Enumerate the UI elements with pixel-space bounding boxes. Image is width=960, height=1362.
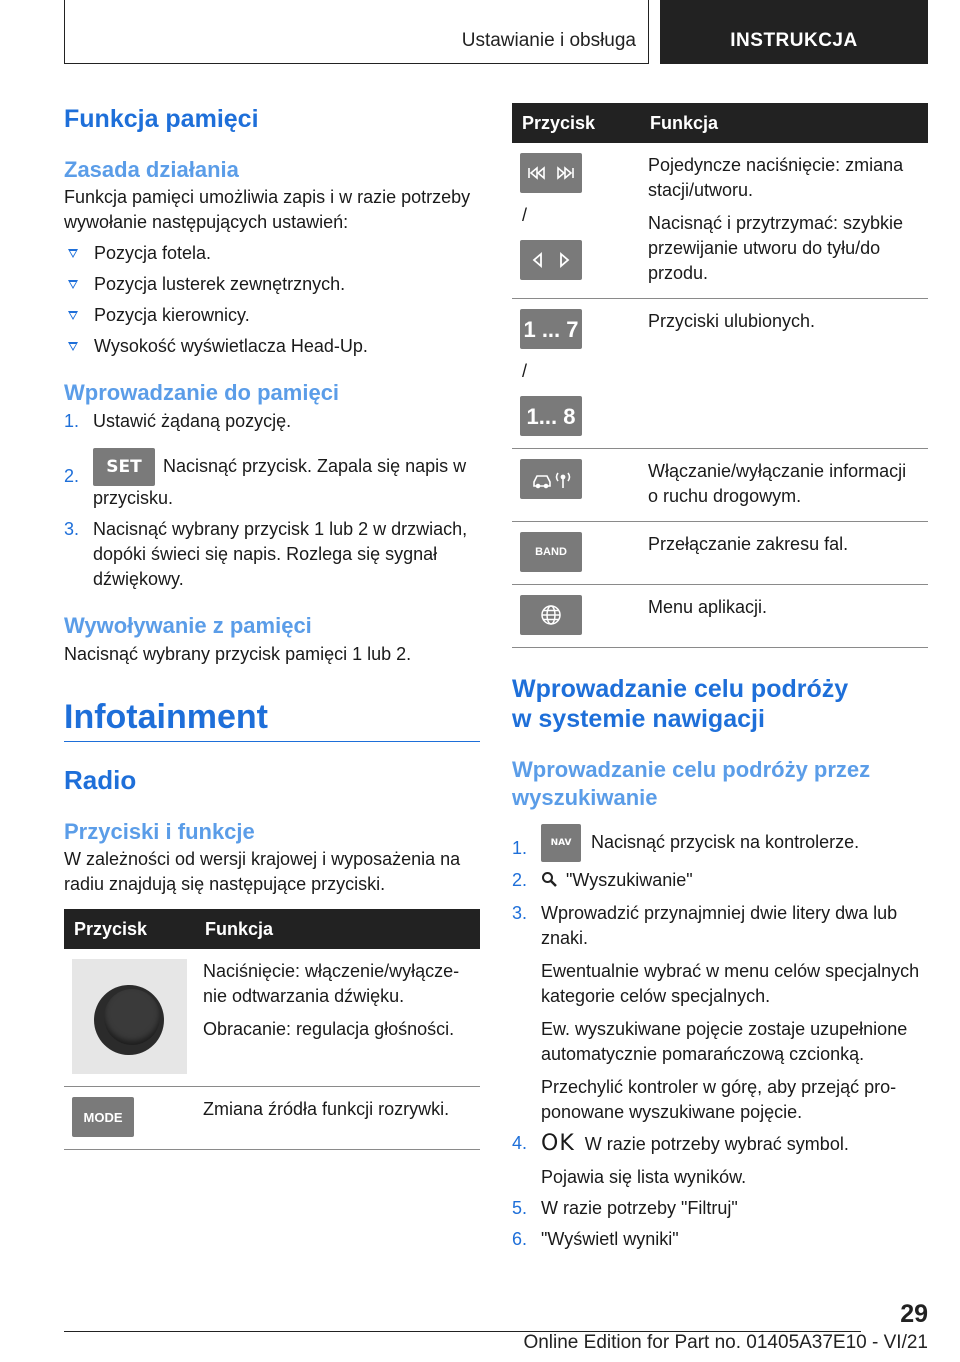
table-row: BAND Przełączanie zakresu fal. xyxy=(512,522,928,585)
list-item: Pozycja lusterek zewnętrznych. xyxy=(64,272,480,297)
triangle-bullet-icon xyxy=(68,249,78,258)
triangle-bullet-icon xyxy=(68,311,78,320)
radio-title: Radio xyxy=(64,765,137,795)
header-tag: INSTRUKCJA xyxy=(730,30,858,51)
column-header: Przycisk xyxy=(64,909,195,949)
list-item: 4. OK W razie potrzeby wybrać symbol. Pojawia się lista wyników. xyxy=(512,1131,849,1187)
table-header-row xyxy=(64,909,480,949)
volume-knob-icon xyxy=(72,959,187,1074)
list-item: Wysokość wyświetlacza Head-Up. xyxy=(64,334,480,359)
list-item: 2. "Wyszukiwanie" xyxy=(512,868,928,895)
list-item: 3. Wprowadzić przynajmniej dwie litery dwa lub znaki. Ewentualnie wybrać w menu celów specjalnych kategorie celów specjalnych. Ew. wyszukiwane pojęcie zostaje uzupełnione automatycznie pomarańczową czcionką. Przechylić kontroler w górę, aby przejąć proponowane wyszukiwane pojęcie. xyxy=(512,903,920,1122)
traffic-info-icon xyxy=(520,459,582,499)
list-item: 1. Ustawić żądaną pozycję. xyxy=(64,411,292,431)
table-row: MODE Zmiana źródła funkcji rozrywki. xyxy=(64,1087,480,1150)
apps-globe-icon xyxy=(520,595,582,635)
principle-text: Funkcja pamięci umożliwia zapis i w razie potrzeby wywołanie następujących ustawień: xyxy=(64,187,471,232)
memory-title: Funkcja pamięci xyxy=(64,105,259,133)
buttons-title: Przyciski i funkcje xyxy=(64,819,255,844)
list-item: 2. SET Nacisnąć przycisk. Zapala się napis w przycisku. xyxy=(64,448,480,511)
right-column xyxy=(512,103,928,1252)
radio-buttons-table xyxy=(64,909,480,1150)
favorites-1-8-icon: 1... 8 xyxy=(520,396,582,436)
favorites-1-7-icon: 1 ... 7 xyxy=(520,309,582,349)
radio-buttons-table-continued xyxy=(512,103,928,648)
edition-text: Online Edition for Part no. 01405A37E10 - VI/21 xyxy=(523,1332,928,1353)
table-header-row xyxy=(512,103,928,143)
table-row: Włączanie/wyłączanie informacji o ruchu drogowym. xyxy=(512,449,928,522)
nav-button-icon: NAV xyxy=(541,824,581,862)
column-header: Funkcja xyxy=(640,103,928,143)
list-item: 5. W razie potrzeby "Filtruj" xyxy=(512,1198,738,1218)
left-column xyxy=(64,100,480,1150)
nav-steps xyxy=(512,824,928,1252)
list-item: 6. "Wyświetl wyniki" xyxy=(512,1229,679,1249)
list-item: Pozycja kierownicy. xyxy=(64,303,480,328)
infotainment-title: Infotainment xyxy=(64,697,480,742)
skip-buttons-icon xyxy=(520,153,582,193)
arrow-buttons-icon xyxy=(520,240,582,280)
principle-title: Zasada działania xyxy=(64,157,239,182)
table-row: Menu aplikacji. xyxy=(512,585,928,648)
table-row: / Pojedyncze naciśnięcie: zmiana stacji/utworu. Nacisnąć i przytrzymać: szybkie przewijanie utworu do tyłu/do przodu. xyxy=(512,143,928,299)
recall-title: Wywoływanie z pamięci xyxy=(64,613,312,638)
ok-symbol-icon: OK xyxy=(541,1131,575,1156)
set-button-icon: SET xyxy=(93,448,155,486)
column-header: Funkcja xyxy=(195,909,480,949)
search-icon xyxy=(541,870,558,895)
memory-settings-list xyxy=(64,241,480,359)
store-steps xyxy=(64,409,480,592)
band-button-icon: BAND xyxy=(520,532,582,572)
triangle-bullet-icon xyxy=(68,280,78,289)
column-header: Przycisk xyxy=(512,103,640,143)
list-item: 1. NAV Nacisnąć przycisk na kontrolerze. xyxy=(512,824,928,862)
triangle-bullet-icon xyxy=(68,342,78,351)
header-section-box xyxy=(64,0,649,64)
store-title: Wprowadzanie do pamięci xyxy=(64,380,340,405)
nav-title: Wprowadzanie celu podróży w systemie nawigacji xyxy=(512,675,849,733)
page-number: 29 xyxy=(900,1300,928,1328)
nav-subtitle: Wprowadzanie celu podróży przez wyszukiwanie xyxy=(512,757,871,810)
page-header xyxy=(64,0,928,64)
header-tag-box xyxy=(660,0,928,64)
mode-button-icon: MODE xyxy=(72,1097,134,1137)
buttons-text: W zależności od wersji krajowej i wyposażenia na radiu znajdują się następujące przyciski. xyxy=(64,849,461,894)
recall-text: Nacisnąć wybrany przycisk pamięci 1 lub 2. xyxy=(64,644,412,664)
list-item: Pozycja fotela. xyxy=(64,241,480,266)
table-row: 1 ... 7 / 1... 8 Przyciski ulubionych. xyxy=(512,299,928,449)
list-item: 3. Nacisnąć wybrany przycisk 1 lub 2 w drzwiach, dopóki świeci się napis. Rozlega się sygnał dźwiękowy. xyxy=(64,519,468,589)
header-section-title: Ustawianie i obsługa xyxy=(461,30,636,51)
table-row: Naciśnięcie: włączenie/wyłączenie odtwarzania dźwięku. Obracanie: regulacja głośności. xyxy=(64,949,480,1087)
